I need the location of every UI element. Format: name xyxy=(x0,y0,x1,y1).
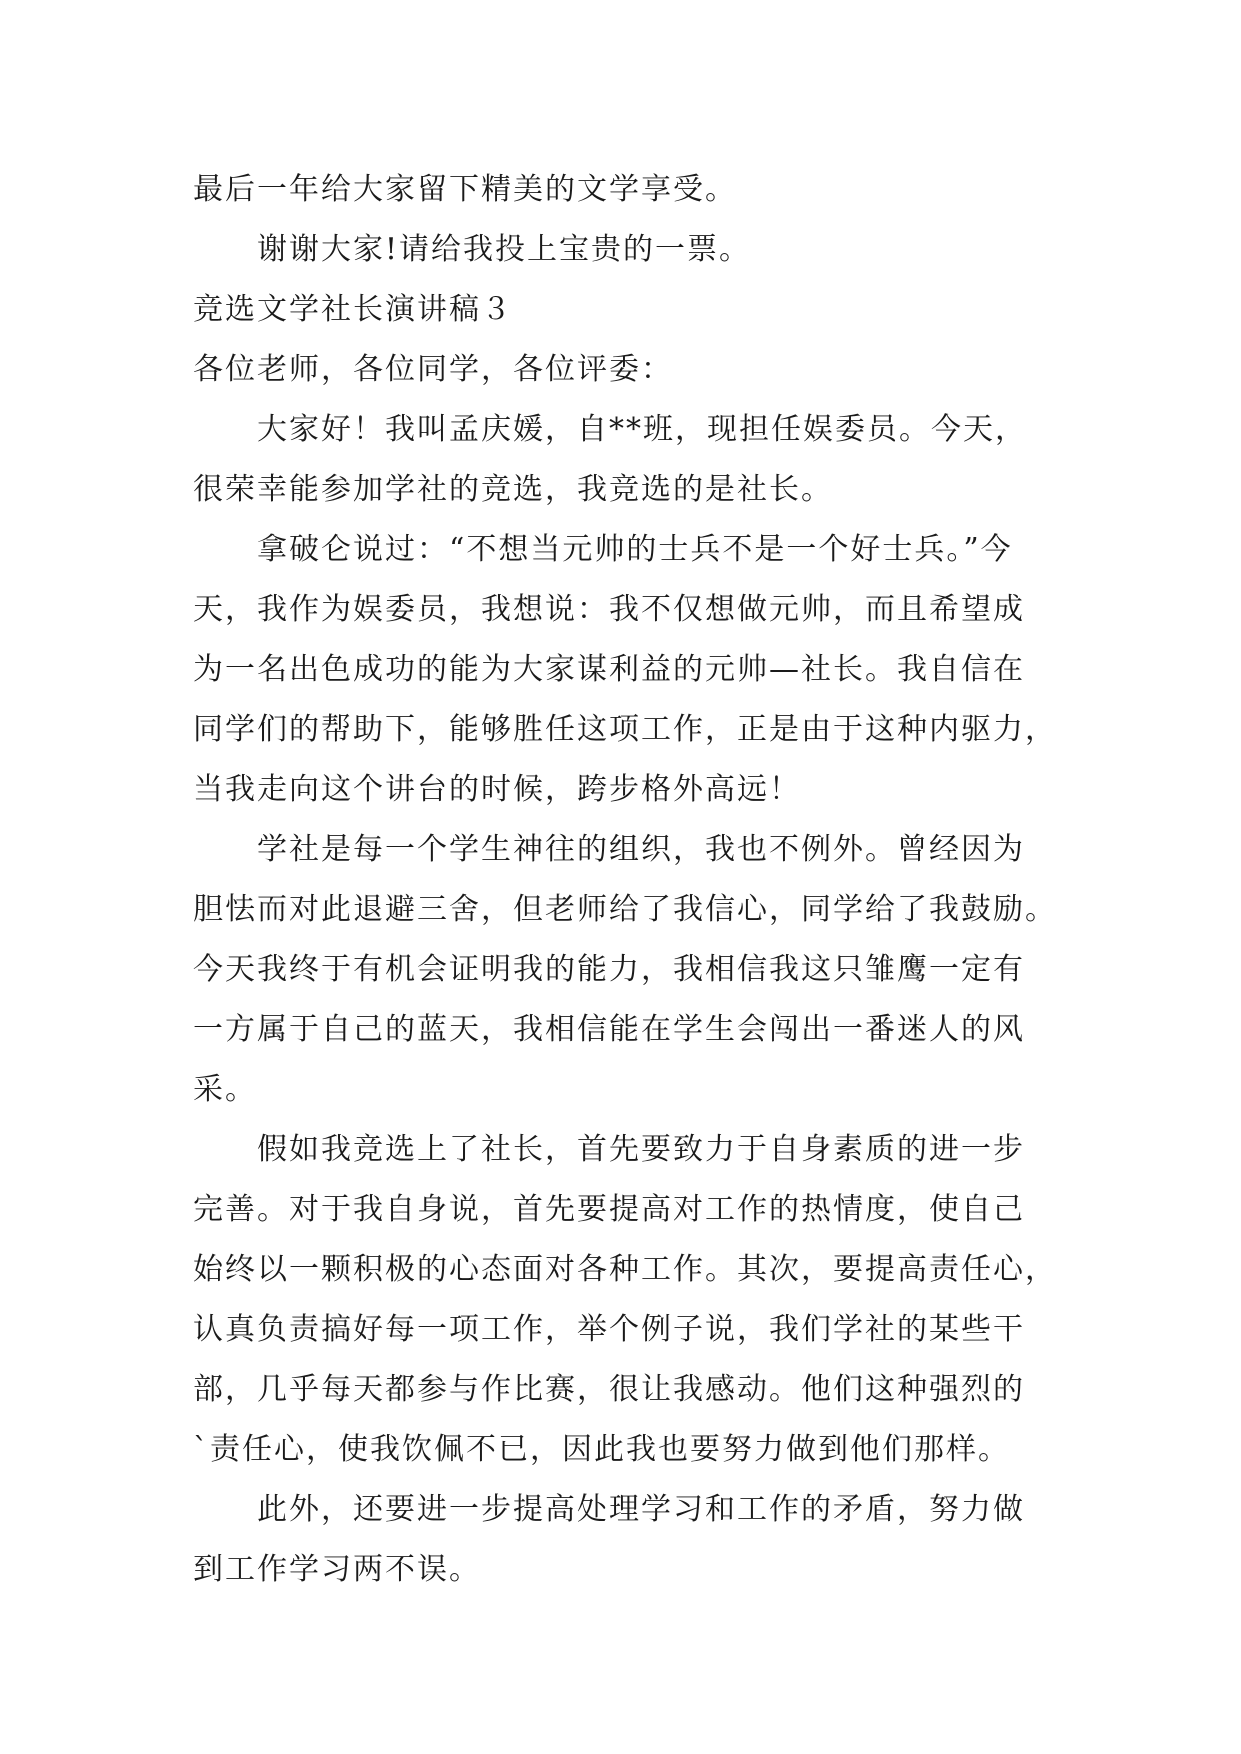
text-line-5: 大家好！我叫孟庆媛，自**班，现担任娱委员。今天， xyxy=(257,412,1027,447)
text-line-9: 为一名出色成功的能为大家谋利益的元帅—社长。我自信在 xyxy=(193,652,1025,687)
text-line-12: 学社是每一个学生神往的组织，我也不例外。曾经因为 xyxy=(257,832,1025,867)
section-title: 竞选文学社长演讲稿３ xyxy=(193,292,513,327)
text-line-1: 最后一年给大家留下精美的文学享受。 xyxy=(193,172,737,207)
text-line-8: 天，我作为娱委员，我想说：我不仅想做元帅，而且希望成 xyxy=(193,592,1025,627)
text-line-17: 假如我竞选上了社长，首先要致力于自身素质的进一步 xyxy=(257,1132,1025,1167)
text-line-24: 到工作学习两不误。 xyxy=(193,1552,481,1587)
text-line-7: 拿破仑说过：“不想当元帅的士兵不是一个好士兵。”今 xyxy=(257,532,1013,567)
text-line-11: 当我走向这个讲台的时候，跨步格外高远！ xyxy=(193,772,801,807)
text-line-13: 胆怯而对此退避三舍，但老师给了我信心，同学给了我鼓励。 xyxy=(193,892,1057,927)
text-line-6: 很荣幸能参加学社的竞选，我竞选的是社长。 xyxy=(193,472,833,507)
text-line-16: 采。 xyxy=(193,1072,257,1107)
text-line-2: 谢谢大家!请给我投上宝贵的一票。 xyxy=(257,232,752,267)
text-line-14: 今天我终于有机会证明我的能力，我相信我这只雏鹰一定有 xyxy=(193,952,1025,987)
text-line-23: 此外，还要进一步提高处理学习和工作的矛盾，努力做 xyxy=(257,1492,1025,1527)
text-line-22: `责任心，使我饮佩不已，因此我也要努力做到他们那样。 xyxy=(193,1432,1010,1467)
text-line-20: 认真负责搞好每一项工作，举个例子说，我们学社的某些干 xyxy=(193,1312,1025,1347)
text-line-18: 完善。对于我自身说，首先要提高对工作的热情度，使自己 xyxy=(193,1192,1025,1227)
text-line-10: 同学们的帮助下，能够胜任这项工作，正是由于这种内驱力， xyxy=(193,712,1057,747)
text-line-21: 部，几乎每天都参与作比赛，很让我感动。他们这种强烈的 xyxy=(193,1372,1025,1407)
salutation: 各位老师，各位同学，各位评委： xyxy=(193,352,673,387)
text-line-15: 一方属于自己的蓝天，我相信能在学生会闯出一番迷人的风 xyxy=(193,1012,1025,1047)
document-body xyxy=(193,160,1057,1600)
text-line-19: 始终以一颗积极的心态面对各种工作。其次，要提高责任心， xyxy=(193,1252,1057,1287)
